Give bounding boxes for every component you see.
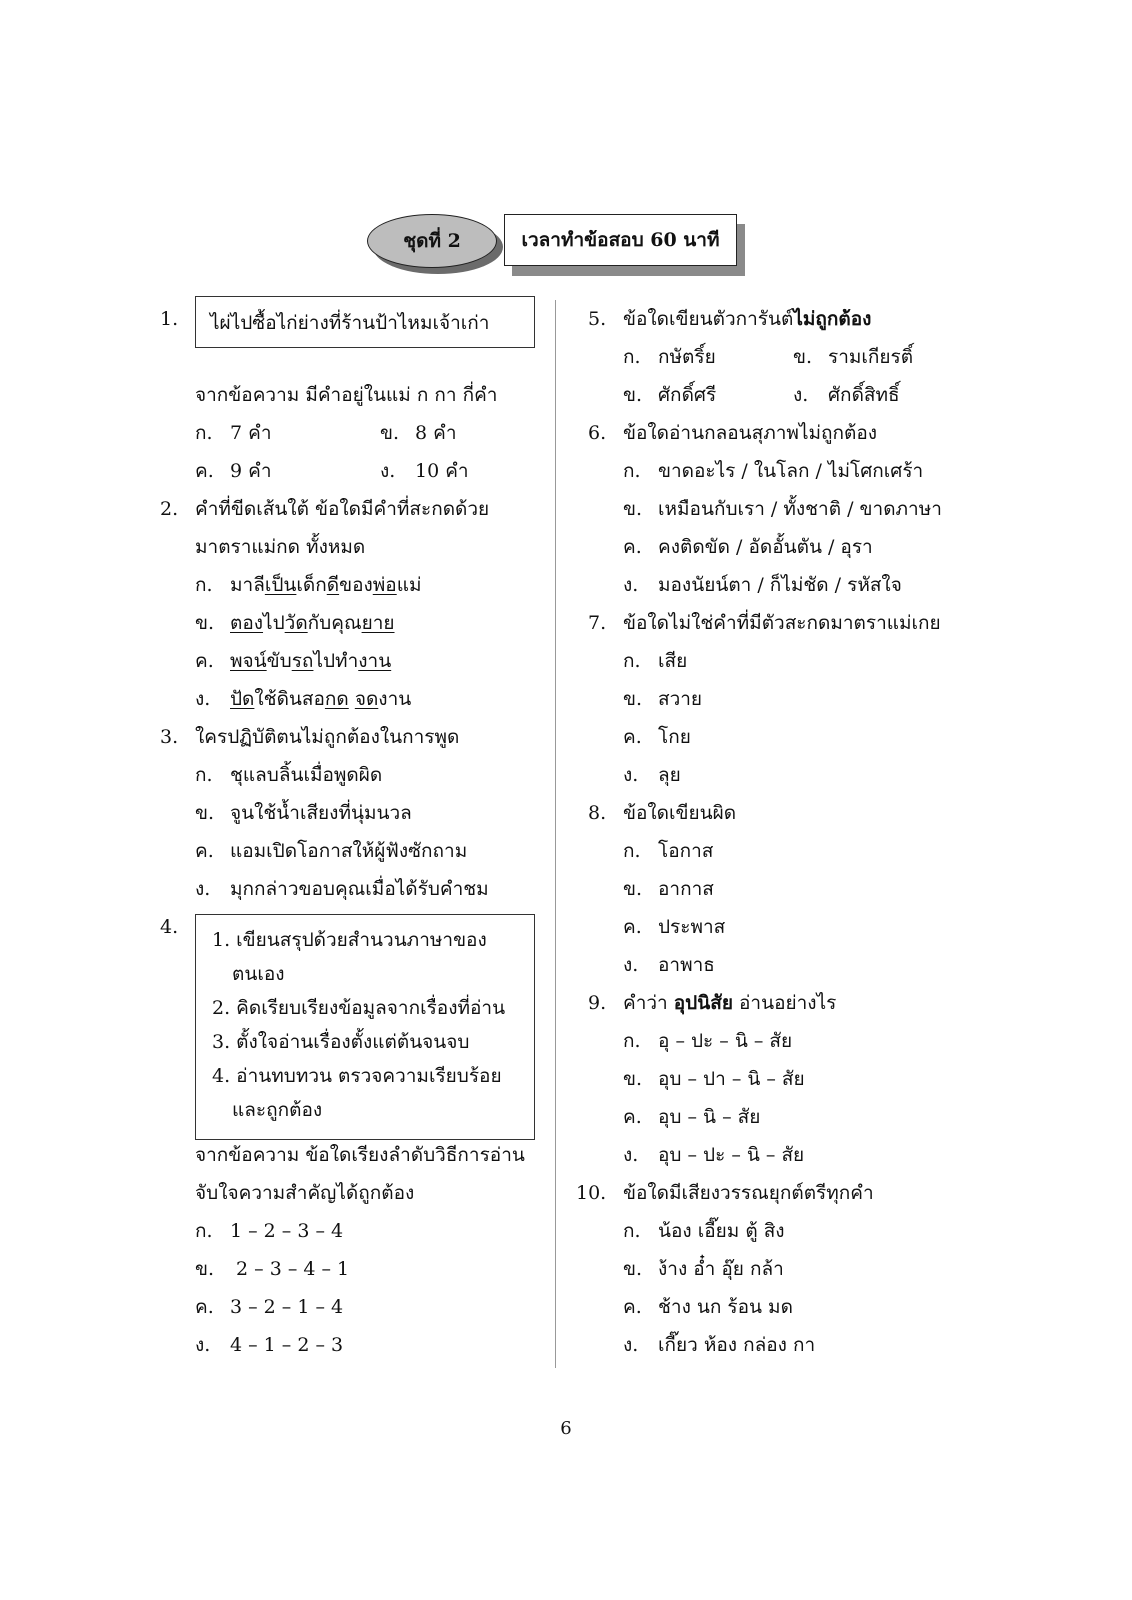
option-text: ไป — [263, 612, 285, 634]
option-label: ข. — [195, 612, 215, 634]
page-number: 6 — [560, 1418, 572, 1439]
underlined-word: พ่อ — [372, 574, 397, 596]
option-label: ก. — [623, 840, 641, 862]
option-text: อุบ – นิ – สัย — [658, 1106, 761, 1128]
option-text: จูนใช้น้ำเสียงที่นุ่มนวล — [230, 802, 412, 824]
q1-option-b[interactable] — [380, 414, 457, 452]
option-text: คงติดขัด / อัดอั้นตัน / อุรา — [658, 536, 873, 558]
q5-stem-emphasis: ไม่ถูกต้อง — [793, 308, 872, 330]
right-column — [576, 300, 1008, 1364]
option-text: ใช้ดินสอ — [254, 688, 325, 710]
option-label: ข. — [623, 1258, 643, 1280]
option-text: ศักดิ์สิทธิ์ — [828, 384, 900, 406]
option-label: ง. — [623, 1144, 639, 1166]
option-label: ก. — [195, 764, 213, 786]
q5-option-c[interactable] — [623, 376, 716, 414]
q10-option-d[interactable] — [588, 1326, 1008, 1364]
option-label: ข. — [623, 384, 643, 406]
q3-option-c[interactable] — [160, 832, 540, 870]
q4-stem-row-2 — [160, 1174, 540, 1212]
q2-option-a[interactable] — [160, 566, 540, 604]
q2-stem-cont: มาตราแม่กด ทั้งหมด — [195, 536, 366, 558]
underlined-word: เป็น — [264, 574, 297, 596]
option-text: 4 – 1 – 2 – 3 — [230, 1334, 344, 1356]
q4-step-2: 2. คิดเรียบเรียงข้อมูลจากเรื่องที่อ่าน — [212, 997, 506, 1019]
time-box — [504, 214, 737, 266]
option-text: ขับ — [266, 650, 292, 672]
q4-step-4-cont: และถูกต้อง — [232, 1099, 323, 1121]
option-label: ก. — [623, 460, 641, 482]
option-text: เสีย — [658, 650, 688, 672]
q10-option-a[interactable] — [588, 1212, 1008, 1250]
underlined-word: พจน์ — [230, 650, 267, 672]
time-label: เวลาทำข้อสอบ 60 นาที — [521, 229, 720, 251]
option-text: โอกาส — [658, 840, 714, 862]
underlined-word: รถ — [291, 650, 314, 672]
q4-option-a[interactable] — [160, 1212, 540, 1250]
q8-option-d[interactable] — [588, 946, 1008, 984]
option-label: ง. — [623, 764, 639, 786]
option-text: อากาส — [658, 878, 714, 900]
option-text: มองนัยน์ตา / ก็ไม่ชัด / รหัสใจ — [658, 574, 902, 596]
q7-option-b[interactable] — [588, 680, 1008, 718]
q2-stem-row-2 — [160, 528, 540, 566]
option-text: 1 – 2 – 3 – 4 — [230, 1220, 344, 1242]
option-text: 8 คำ — [415, 422, 457, 444]
option-label: ข. — [195, 1258, 215, 1280]
q5-stem-row — [588, 300, 1008, 338]
q1-options-row-2 — [160, 452, 540, 490]
q8-stem-row — [588, 794, 1008, 832]
q9-option-c[interactable] — [588, 1098, 1008, 1136]
option-label: ข. — [793, 346, 813, 368]
q8-option-a[interactable] — [588, 832, 1008, 870]
option-label: ข. — [380, 422, 400, 444]
q10-stem-row — [576, 1174, 1008, 1212]
q2-option-c[interactable] — [160, 642, 540, 680]
option-label: ก. — [195, 422, 213, 444]
option-label: ค. — [623, 916, 642, 938]
q9-stem-emphasis: อุปนิสัย — [673, 992, 733, 1014]
q10-number: 10. — [576, 1182, 607, 1204]
option-label: ค. — [623, 1296, 642, 1318]
q1-option-c[interactable] — [195, 452, 272, 490]
underlined-word: จด — [354, 688, 379, 710]
option-text: 9 คำ — [230, 460, 272, 482]
option-text: อาพาธ — [658, 954, 715, 976]
column-divider — [555, 300, 556, 1368]
q10-option-c[interactable] — [588, 1288, 1008, 1326]
option-label: ค. — [195, 650, 214, 672]
option-label: ง. — [195, 878, 211, 900]
q5-stem — [623, 300, 871, 338]
q8-stem: ข้อใดเขียนผิด — [623, 802, 737, 824]
q7-stem-row — [588, 604, 1008, 642]
option-text: เหมือนกับเรา / ทั้งชาติ / ขาดภาษา — [658, 498, 942, 520]
q2-stem-row — [160, 490, 540, 528]
q7-option-d[interactable] — [588, 756, 1008, 794]
underlined-word: กด — [324, 688, 349, 710]
q9-stem-row — [588, 984, 1008, 1022]
option-label: ก. — [623, 1030, 641, 1052]
option-text: ขาดอะไร / ในโลก / ไม่โศกเศร้า — [658, 460, 924, 482]
underlined-word: งาน — [358, 650, 392, 672]
option-text: งาน — [378, 688, 412, 710]
option-label: ค. — [623, 1106, 642, 1128]
option-text: 2 – 3 – 4 – 1 — [230, 1258, 350, 1280]
spacer — [160, 338, 540, 376]
q4-option-d[interactable] — [160, 1326, 540, 1364]
option-label: ค. — [195, 1296, 214, 1318]
q4-stem: จากข้อความ ข้อใดเรียงลำดับวิธีการอ่าน — [195, 1144, 525, 1166]
option-text: แอมเปิดโอกาสให้ผู้ฟังซักถาม — [230, 840, 468, 862]
option-label: ก. — [195, 1220, 213, 1242]
option-text: ศักดิ์ศรี — [658, 384, 717, 406]
q6-option-a[interactable] — [588, 452, 1008, 490]
q3-stem-row — [160, 718, 540, 756]
option-text: 7 คำ — [230, 422, 272, 444]
q3-number: 3. — [160, 726, 179, 748]
option-text: ชุแลบลิ้นเมื่อพูดผิด — [230, 764, 383, 786]
q6-option-b[interactable] — [588, 490, 1008, 528]
underlined-word: ปัด — [230, 688, 255, 710]
q1-number: 1. — [160, 308, 179, 330]
option-text: มาลี — [230, 574, 265, 596]
option-text: ลุย — [658, 764, 681, 786]
q4-number: 4. — [160, 916, 179, 938]
option-text: รามเกียรติ์ — [828, 346, 914, 368]
underlined-word: วัด — [284, 612, 308, 634]
q7-number: 7. — [588, 612, 607, 634]
q5-option-d[interactable] — [793, 376, 900, 414]
q4-step-3: 3. ตั้งใจอ่านเรื่องตั้งแต่ต้นจนจบ — [212, 1031, 470, 1053]
option-text: โกย — [658, 726, 691, 748]
option-label: ข. — [623, 498, 643, 520]
q6-stem: ข้อใดอ่านกลอนสุภาพไม่ถูกต้อง — [623, 422, 878, 444]
option-label: ง. — [623, 1334, 639, 1356]
underlined-word: ดี — [326, 574, 340, 596]
q5-options-row-1 — [588, 338, 1008, 376]
q2-stem: คำที่ขีดเส้นใต้ ข้อใดมีคำที่สะกดด้วย — [195, 498, 490, 520]
q1-number-row — [160, 300, 540, 338]
q9-stem-text: อ่านอย่างไร — [732, 992, 837, 1014]
q8-option-c[interactable] — [588, 908, 1008, 946]
q9-stem-text: คำว่า — [623, 992, 674, 1014]
option-text: ประพาส — [658, 916, 726, 938]
q2-option-b[interactable] — [160, 604, 540, 642]
left-column — [160, 300, 540, 1364]
q7-option-a[interactable] — [588, 642, 1008, 680]
option-label: ค. — [195, 840, 214, 862]
option-label: ง. — [380, 460, 396, 482]
q4-stem-row — [160, 1136, 540, 1174]
q7-stem: ข้อใดไม่ใช่คำที่มีตัวสะกดมาตราแม่เกย — [623, 612, 941, 634]
q3-stem: ใครปฏิบัติตนไม่ถูกต้องในการพูด — [195, 726, 460, 748]
q2-option-d[interactable] — [160, 680, 540, 718]
q9-option-d[interactable] — [588, 1136, 1008, 1174]
option-label: ข. — [195, 802, 215, 824]
q6-option-d[interactable] — [588, 566, 1008, 604]
q3-option-a[interactable] — [160, 756, 540, 794]
q5-option-b[interactable] — [793, 338, 913, 376]
option-label: ก. — [195, 574, 213, 596]
q5-number: 5. — [588, 308, 607, 330]
q1-options-row-1 — [160, 414, 540, 452]
q4-stem-cont: จับใจความสำคัญได้ถูกต้อง — [195, 1182, 415, 1204]
q1-option-d[interactable] — [380, 452, 469, 490]
q6-stem-row — [588, 414, 1008, 452]
q1-stem-row — [160, 376, 540, 414]
option-text: เด็ก — [296, 574, 327, 596]
option-label: ค. — [623, 726, 642, 748]
option-text: กับคุณ — [307, 612, 362, 634]
option-text: กษัตริ์ย — [658, 346, 716, 368]
q4-option-c[interactable] — [160, 1288, 540, 1326]
option-text: เกี๊ยว ห้อง กล่อง กา — [658, 1334, 816, 1356]
option-text: อุบ – ปา – นิ – สัย — [658, 1068, 805, 1090]
option-text: ง้าง อ๋ำ อุ๊ย กล้า — [658, 1258, 784, 1280]
option-text: ของ — [339, 574, 373, 596]
option-label: ง. — [195, 688, 211, 710]
q4-step-1: 1. เขียนสรุปด้วยสำนวนภาษาของ — [212, 929, 487, 951]
option-label: ข. — [623, 878, 643, 900]
option-text: มุกกล่าวขอบคุณเมื่อได้รับคำชม — [230, 878, 489, 900]
q4-option-b[interactable] — [160, 1250, 540, 1288]
option-label: ค. — [195, 460, 214, 482]
q5-option-a[interactable] — [623, 338, 716, 376]
option-text: 3 – 2 – 1 – 4 — [230, 1296, 344, 1318]
option-label: ก. — [623, 650, 641, 672]
q3-option-d[interactable] — [160, 870, 540, 908]
option-label: ค. — [623, 536, 642, 558]
option-label: ก. — [623, 346, 641, 368]
q4-step-4: 4. อ่านทบทวน ตรวจความเรียบร้อย — [212, 1065, 502, 1087]
option-label: ง. — [623, 954, 639, 976]
option-text: อุ – ปะ – นิ – สัย — [658, 1030, 793, 1052]
q6-option-c[interactable] — [588, 528, 1008, 566]
q10-option-b[interactable] — [588, 1250, 1008, 1288]
q10-stem: ข้อใดมีเสียงวรรณยุกต์ตรีทุกคำ — [623, 1182, 874, 1204]
q5-options-row-2 — [588, 376, 1008, 414]
q9-option-b[interactable] — [588, 1060, 1008, 1098]
underlined-word: ตอง — [230, 612, 264, 634]
q3-option-b[interactable] — [160, 794, 540, 832]
q7-option-c[interactable] — [588, 718, 1008, 756]
exam-header — [367, 212, 747, 282]
option-label: ง. — [195, 1334, 211, 1356]
option-label: ง. — [623, 574, 639, 596]
q6-number: 6. — [588, 422, 607, 444]
q4-number-row — [160, 908, 540, 1136]
option-label: ข. — [623, 1068, 643, 1090]
q2-number: 2. — [160, 498, 179, 520]
q1-passage: ไผ่ไปซื้อไก่ย่างที่ร้านป้าไหมเจ้าเก่า — [210, 312, 490, 334]
set-badge — [367, 214, 497, 268]
option-text: ไปทำ — [313, 650, 359, 672]
underlined-word: ยาย — [361, 612, 395, 634]
option-text: อุบ – ปะ – นิ – สัย — [658, 1144, 805, 1166]
option-text: ช้าง นก ร้อน มด — [658, 1296, 793, 1318]
option-label: ข. — [623, 688, 643, 710]
set-label: ชุดที่ 2 — [403, 230, 461, 252]
q1-stem: จากข้อความ มีคำอยู่ในแม่ ก กา กี่คำ — [195, 384, 498, 406]
option-text: 10 คำ — [415, 460, 469, 482]
q8-option-b[interactable] — [588, 870, 1008, 908]
q4-step-1-cont: ตนเอง — [232, 963, 285, 985]
q8-number: 8. — [588, 802, 607, 824]
option-label: ก. — [623, 1220, 641, 1242]
option-text: น้อง เอี๊ยม ตู้ สิง — [658, 1220, 785, 1242]
q9-number: 9. — [588, 992, 607, 1014]
q9-option-a[interactable] — [588, 1022, 1008, 1060]
q5-stem-text: ข้อใดเขียนตัวการันต์ — [623, 308, 794, 330]
option-label: ง. — [793, 384, 809, 406]
q9-stem — [623, 984, 836, 1022]
option-text: สวาย — [658, 688, 703, 710]
option-text: แม่ — [396, 574, 422, 596]
q1-option-a[interactable] — [195, 414, 272, 452]
